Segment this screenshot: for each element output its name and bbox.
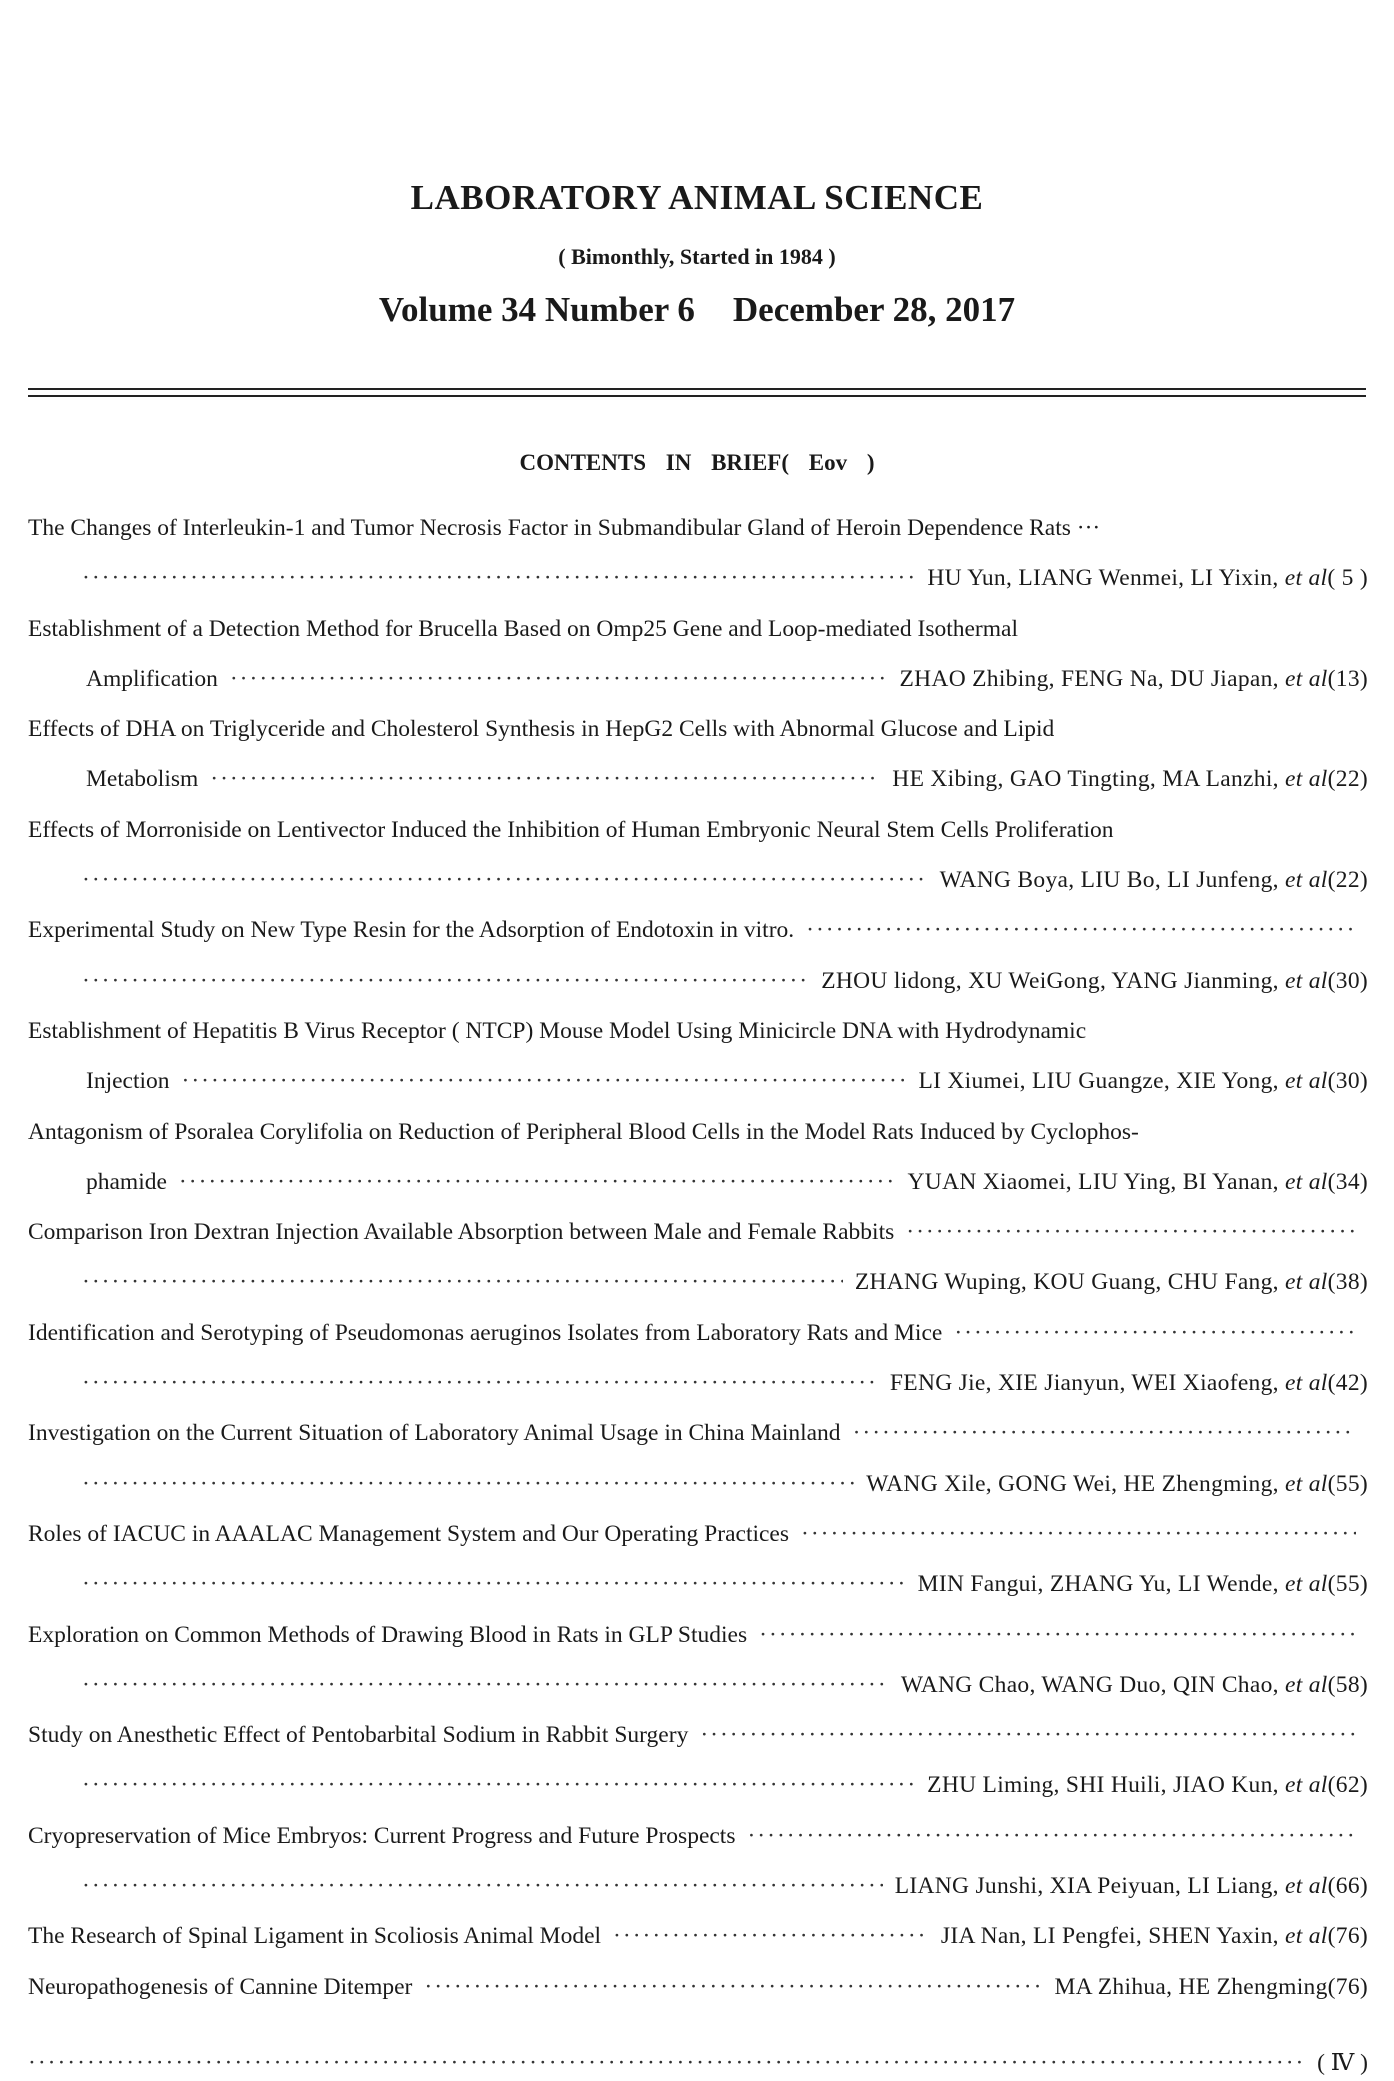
- author-names: MIN Fangui, ZHANG Yu, LI Wende,: [917, 1571, 1279, 1598]
- entry-title-line: [28, 1114, 1368, 1164]
- entry-author-line: [28, 862, 1368, 912]
- entry-authors: [900, 661, 1369, 697]
- et-al: et al: [1285, 665, 1328, 692]
- entry-authors: [908, 1164, 1368, 1200]
- dot-leader: [424, 1969, 1042, 2005]
- entry-title: The Research of Spinal Ligament in Scoliosis Animal Model: [28, 1923, 602, 1950]
- toc-entry[interactable]: [28, 1717, 1368, 1818]
- page-ref: (62): [1327, 1772, 1368, 1799]
- author-names: WANG Xile, GONG Wei, HE Zhengming,: [866, 1470, 1279, 1497]
- et-al: et al: [1285, 1671, 1328, 1698]
- toc-entry[interactable]: [28, 1969, 1368, 2019]
- journal-subtitle: ( Bimonthly, Started in 1984 ): [558, 244, 836, 269]
- entry-title-continued: Metabolism: [86, 766, 199, 793]
- dot-leader: [954, 1315, 1356, 1351]
- toc-entry[interactable]: [28, 1918, 1368, 1968]
- dot-leader: [801, 1516, 1356, 1552]
- entry-title-line: [28, 1818, 1368, 1868]
- entry-author-line: [28, 1365, 1368, 1415]
- entry-title-line: [28, 1214, 1368, 1264]
- entry-title: Roles of IACUC in AAALAC Management System and Our Operating Practices: [28, 1520, 790, 1547]
- entry-title-line: [28, 711, 1368, 761]
- entry-title: The Changes of Interleukin-1 and Tumor Necrosis Factor in Submandibular Gland of Heroin Dependence Rats ···: [28, 515, 1101, 541]
- entry-author-line: [28, 1667, 1368, 1717]
- entry-authors: [1054, 1969, 1368, 2005]
- dot-leader: [759, 1617, 1356, 1653]
- toc-entry[interactable]: [28, 711, 1368, 812]
- page-ref: (22): [1327, 766, 1368, 793]
- page-ref: (30): [1327, 967, 1368, 994]
- page-ref: (55): [1327, 1571, 1368, 1598]
- entry-author-line: [28, 1264, 1368, 1314]
- contents-heading: CONTENTS IN BRIEF( Eov ): [519, 450, 875, 475]
- entry-title-continued: phamide: [86, 1168, 167, 1195]
- toc-entry[interactable]: [28, 1114, 1368, 1215]
- contents-list: [28, 510, 1368, 2019]
- dot-leader: [82, 560, 915, 596]
- entry-title: Investigation on the Current Situation of Laboratory Animal Usage in China Mainland: [28, 1420, 841, 1447]
- dot-leader: [82, 1667, 889, 1703]
- dot-leader: [700, 1717, 1356, 1753]
- toc-entry[interactable]: [28, 1013, 1368, 1114]
- dot-leader: [82, 1566, 906, 1602]
- et-al: et al: [1285, 1470, 1328, 1497]
- page-ref: (30): [1327, 1068, 1368, 1095]
- page-ref: (55): [1327, 1470, 1368, 1497]
- author-names: HE Xibing, GAO Tingting, MA Lanzhi,: [892, 766, 1279, 793]
- et-al: et al: [1285, 1370, 1328, 1397]
- dot-leader: [28, 2045, 1305, 2081]
- entry-title-line: [28, 1717, 1368, 1767]
- header-rule-top: [28, 388, 1366, 390]
- entry-single-line: [28, 1969, 1368, 2019]
- entry-author-line: [28, 1868, 1368, 1918]
- toc-entry[interactable]: [28, 1315, 1368, 1416]
- journal-title: LABORATORY ANIMAL SCIENCE: [410, 178, 984, 217]
- dot-leader: [82, 963, 809, 999]
- entry-author-line: [28, 1063, 1368, 1113]
- page-ref: (76): [1327, 1923, 1368, 1950]
- dot-leader: [82, 1365, 878, 1401]
- et-al: et al: [1285, 1068, 1328, 1095]
- issue-date: December 28, 2017: [732, 290, 1016, 329]
- toc-entry[interactable]: [28, 1214, 1368, 1315]
- entry-authors: [918, 1566, 1368, 1602]
- dot-leader: [806, 912, 1356, 948]
- dot-leader: [230, 661, 888, 697]
- entry-title-line: [28, 1013, 1368, 1063]
- entry-authors: [918, 1063, 1368, 1099]
- entry-title-continued: Injection: [86, 1068, 170, 1095]
- entry-title-line: [28, 1415, 1368, 1465]
- et-al: et al: [1284, 565, 1328, 592]
- author-names: WANG Boya, LIU Bo, LI Junfeng,: [939, 867, 1279, 894]
- page-ref: (42): [1327, 1370, 1368, 1397]
- entry-author-line: [28, 1566, 1368, 1616]
- entry-single-line: [28, 1918, 1368, 1968]
- et-al: et al: [1285, 867, 1328, 894]
- et-al: et al: [1285, 1772, 1328, 1799]
- dot-leader: [210, 761, 880, 797]
- et-al: et al: [1285, 967, 1328, 994]
- author-names: HU Yun, LIANG Wenmei, LI Yixin,: [927, 565, 1279, 592]
- entry-authors: [855, 1264, 1368, 1300]
- author-names: ZHU Liming, SHI Huili, JIAO Kun,: [927, 1772, 1279, 1799]
- entry-title-line: [28, 510, 1368, 560]
- entry-title-line: [28, 611, 1368, 661]
- entry-title: Exploration on Common Methods of Drawing Blood in Rats in GLP Studies: [28, 1621, 748, 1648]
- entry-authors: [901, 1667, 1368, 1703]
- entry-author-line: [28, 761, 1368, 811]
- page-ref: ( 5 ): [1327, 565, 1368, 592]
- entry-author-line: [28, 661, 1368, 711]
- entry-author-line: [28, 963, 1368, 1013]
- author-names: FENG Jie, XIE Jianyun, WEI Xiaofeng,: [889, 1370, 1279, 1397]
- final-page-ref: ( Ⅳ ): [1317, 2050, 1368, 2076]
- author-names: ZHAO Zhibing, FENG Na, DU Jiapan,: [899, 665, 1279, 692]
- et-al: et al: [1285, 1923, 1328, 1950]
- toc-entry[interactable]: [28, 510, 1368, 611]
- entry-title: Identification and Serotyping of Pseudomonas aeruginos Isolates from Laboratory Rats and Mice: [28, 1319, 943, 1346]
- page-ref: (34): [1327, 1168, 1368, 1195]
- dot-leader: [82, 1264, 843, 1300]
- dot-leader: [613, 1918, 929, 1954]
- et-al: et al: [1285, 1168, 1328, 1195]
- entry-title-line: [28, 912, 1368, 962]
- entry-authors: [821, 963, 1368, 999]
- dot-leader: [853, 1415, 1356, 1451]
- entry-title: Comparison Iron Dextran Injection Available Absorption between Male and Female Rabbits: [28, 1219, 895, 1246]
- entry-authors: [941, 1918, 1368, 1954]
- et-al: et al: [1285, 1571, 1328, 1598]
- toc-entry[interactable]: [28, 1415, 1368, 1516]
- entry-title: Cryopreservation of Mice Embryos: Current Progress and Future Prospects: [28, 1822, 736, 1849]
- author-names: MA Zhihua, HE Zhengming: [1054, 1973, 1328, 2000]
- dot-leader: [747, 1818, 1356, 1854]
- entry-authors: [895, 1868, 1368, 1904]
- toc-entry[interactable]: [28, 1516, 1368, 1617]
- page-ref: (66): [1327, 1873, 1368, 1900]
- entry-authors: [892, 761, 1368, 797]
- dot-leader: [82, 862, 928, 898]
- final-leader-line: [28, 2045, 1368, 2081]
- toc-entry[interactable]: [28, 912, 1368, 1013]
- header-rule-bottom: [28, 395, 1366, 397]
- author-names: LI Xiumei, LIU Guangze, XIE Yong,: [918, 1068, 1279, 1095]
- entry-authors: [866, 1466, 1368, 1502]
- entry-title: Effects of DHA on Triglyceride and Cholesterol Synthesis in HepG2 Cells with Abnormal Glucose and Lipid: [28, 716, 1055, 743]
- page-ref: (13): [1327, 665, 1368, 692]
- dot-leader: [82, 1767, 915, 1803]
- toc-entry[interactable]: [28, 1617, 1368, 1718]
- entry-title: Study on Anesthetic Effect of Pentobarbital Sodium in Rabbit Surgery: [28, 1722, 689, 1749]
- author-names: WANG Chao, WANG Duo, QIN Chao,: [900, 1671, 1279, 1698]
- page-ref: (22): [1327, 867, 1368, 894]
- author-names: ZHOU lidong, XU WeiGong, YANG Jianming,: [821, 967, 1279, 994]
- entry-title-continued: Amplification: [86, 665, 218, 692]
- entry-title: Establishment of Hepatitis B Virus Receptor ( NTCP) Mouse Model Using Minicircle DNA with Hydrodynamic: [28, 1017, 1087, 1044]
- page-ref: (38): [1327, 1269, 1368, 1296]
- page-ref: (76): [1327, 1973, 1368, 2000]
- et-al: et al: [1285, 1873, 1328, 1900]
- toc-entry[interactable]: [28, 1818, 1368, 1919]
- entry-authors: [927, 560, 1368, 596]
- entry-authors: [940, 862, 1368, 898]
- entry-author-line: [28, 560, 1368, 610]
- entry-authors: [927, 1767, 1368, 1803]
- entry-title: Neuropathogenesis of Cannine Ditemper: [28, 1973, 413, 2000]
- dot-leader: [182, 1063, 907, 1099]
- dot-leader: [906, 1214, 1356, 1250]
- entry-title-line: [28, 1516, 1368, 1566]
- entry-authors: [890, 1365, 1368, 1401]
- author-names: JIA Nan, LI Pengfei, SHEN Yaxin,: [940, 1923, 1279, 1950]
- entry-author-line: [28, 1164, 1368, 1214]
- entry-title-line: [28, 1617, 1368, 1667]
- author-names: YUAN Xiaomei, LIU Ying, BI Yanan,: [907, 1168, 1279, 1195]
- volume-number: Volume 34 Number 6: [378, 290, 695, 329]
- page-ref: (58): [1327, 1671, 1368, 1698]
- dot-leader: [82, 1466, 854, 1502]
- entry-title: Experimental Study on New Type Resin for the Adsorption of Endotoxin in vitro.: [28, 917, 795, 944]
- entry-title-line: [28, 1315, 1368, 1365]
- entry-title: Antagonism of Psoralea Corylifolia on Reduction of Peripheral Blood Cells in the Model Rats Induced by Cyclophos-: [28, 1118, 1139, 1145]
- toc-entry[interactable]: [28, 812, 1368, 913]
- volume-line: [0, 290, 1394, 330]
- entry-title-line: [28, 812, 1368, 862]
- toc-entry[interactable]: [28, 611, 1368, 712]
- entry-author-line: [28, 1466, 1368, 1516]
- entry-author-line: [28, 1767, 1368, 1817]
- et-al: et al: [1285, 1269, 1328, 1296]
- entry-title: Establishment of a Detection Method for Brucella Based on Omp25 Gene and Loop-mediated Isothermal: [28, 615, 1018, 642]
- dot-leader: [82, 1868, 883, 1904]
- entry-title: Effects of Morroniside on Lentivector Induced the Inhibition of Human Embryonic Neural Stem Cells Proliferation: [28, 816, 1114, 843]
- et-al: et al: [1285, 766, 1328, 793]
- author-names: ZHANG Wuping, KOU Guang, CHU Fang,: [854, 1269, 1279, 1296]
- dot-leader: [179, 1164, 896, 1200]
- author-names: LIANG Junshi, XIA Peiyuan, LI Liang,: [894, 1873, 1279, 1900]
